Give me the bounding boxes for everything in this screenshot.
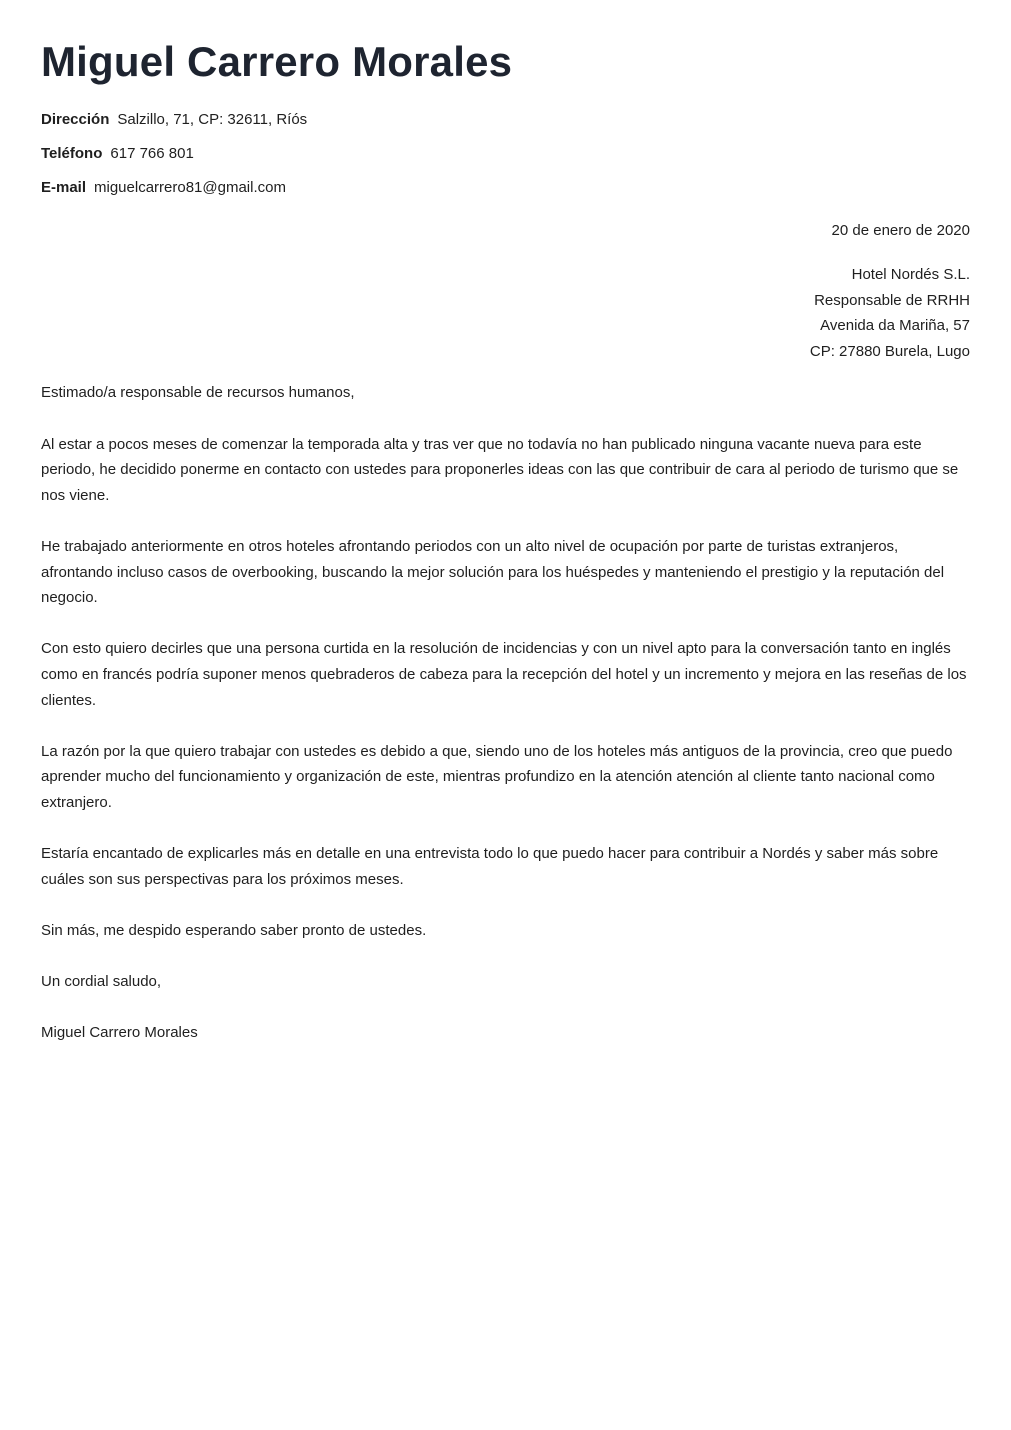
email-label: E-mail [41, 179, 87, 196]
letter-closing-block [41, 969, 970, 1046]
recipient-department: Responsable de RRHH [814, 291, 970, 309]
letter-paragraph: He trabajado anteriormente en otros hoteles afrontando periodos con un alto nivel de ocupación por parte de turistas extranjeros, afrontando incluso casos de overbooking, buscando la mejor solución para los huéspedes y manteniendo el prestigio y la reputación del negocio. [41, 537, 945, 607]
contact-phone [41, 145, 970, 163]
letter-greeting: Estimado/a responsable de recursos humanos, [41, 384, 355, 402]
letter-date: 20 de enero de 2020 [831, 222, 970, 239]
phone-value: 617 766 801 [110, 145, 194, 162]
page-title: Miguel Carrero Morales [41, 38, 513, 85]
phone-label: Teléfono [41, 145, 103, 162]
address-label: Dirección [41, 111, 110, 128]
email-value: miguelcarrero81@gmail.com [94, 179, 286, 196]
recipient-city: CP: 27880 Burela, Lugo [809, 342, 970, 360]
recipient-company: Hotel Nordés S.L. [851, 266, 970, 283]
letter-paragraph: Sin más, me despido esperando saber pronto de ustedes. [41, 921, 427, 939]
contact-address [41, 111, 970, 129]
contact-info [41, 111, 970, 197]
letter-body [41, 432, 970, 944]
letter-paragraph: Al estar a pocos meses de comenzar la temporada alta y tras ver que no todavía no han publicado ninguna vacante nueva para este periodo, he decidido ponerme en contacto con ustedes para proponerles ideas con las que contribuir de cara al periodo de turismo que se nos viene. [41, 435, 959, 504]
letter-paragraph: Con esto quiero decirles que una persona curtida en la resolución de incidencias y con un nivel apto para la conversación tanto en inglés como en francés podría suponer menos quebraderos de cabeza para la recepción del hotel y un incremento y mejora en las reseñas de los clientes. [41, 640, 967, 709]
letter-signature: Miguel Carrero Morales [41, 1024, 198, 1042]
address-value: Salzillo, 71, CP: 32611, Ríós [117, 111, 308, 128]
letter-paragraph: Estaría encantado de explicarles más en detalle en una entrevista todo lo que puedo hacer para contribuir a Nordés y saber más sobre cuáles son sus perspectivas para los próximos meses. [41, 845, 939, 888]
letter-paragraph: La razón por la que quiero trabajar con ustedes es debido a que, siendo uno de los hoteles más antiguos de la provincia, creo que puedo aprender mucho del funcionamiento y organización de este, mientras profundizo en la atención atención al cliente tanto nacional como extranjero. [41, 742, 953, 811]
recipient-street: Avenida da Mariña, 57 [820, 317, 970, 335]
letter-closing: Un cordial saludo, [41, 973, 162, 991]
recipient-block [41, 262, 970, 364]
contact-email [41, 179, 970, 197]
